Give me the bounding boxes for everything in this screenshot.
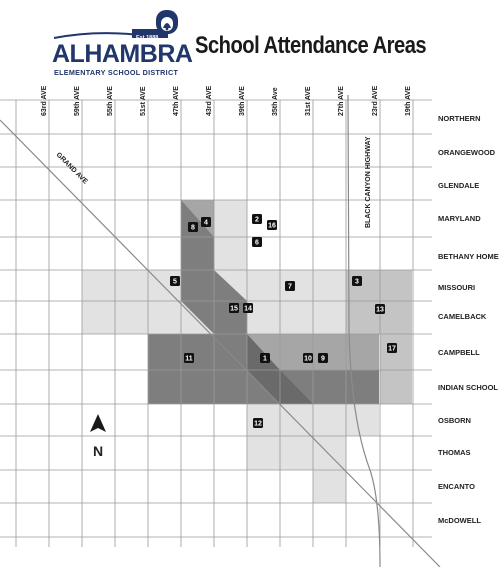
school-marker-16 (267, 220, 277, 230)
school-marker-label-3: 3 (355, 278, 359, 286)
street-label-indian-school: INDIAN SCHOOL (438, 383, 498, 392)
avenue-label-35th-ave: 35th Ave (272, 87, 279, 116)
district-logo (50, 8, 193, 80)
avenue-label-27th-ave: 27th AVE (338, 86, 345, 116)
black-canyon-label: BLACK CANYON HIGHWAY (365, 136, 372, 228)
school-marker-12 (253, 418, 263, 428)
school-marker-label-2: 2 (255, 216, 259, 224)
school-marker-label-5: 5 (173, 278, 177, 286)
region-3 (82, 270, 181, 334)
avenue-label-63rd-ave: 63rd AVE (41, 85, 48, 116)
school-marker-label-1: 1 (263, 355, 267, 363)
school-marker-6 (252, 237, 262, 247)
school-marker-label-7: 7 (288, 283, 292, 291)
school-marker-label-11: 11 (185, 355, 193, 363)
school-marker-14 (243, 303, 253, 313)
region-12 (313, 470, 346, 503)
school-marker-1 (260, 353, 270, 363)
north-arrow-icon (90, 414, 106, 459)
street-label-orangewood: ORANGEWOOD (438, 148, 496, 157)
street-label-northern: NORTHERN (438, 114, 481, 123)
avenue-label-59th-ave: 59th AVE (74, 86, 81, 116)
street-label-encanto: ENCANTO (438, 482, 475, 491)
school-marker-label-13: 13 (376, 306, 384, 314)
school-marker-4 (201, 217, 211, 227)
region-2 (214, 200, 247, 270)
school-marker-label-6: 6 (255, 239, 259, 247)
region-11 (247, 436, 346, 470)
attendance-map (0, 84, 500, 567)
page-title: School Attendance Areas (195, 32, 427, 59)
school-marker-5 (170, 276, 180, 286)
avenue-label-43rd-ave: 43rd AVE (206, 85, 213, 116)
logo-subtitle: ELEMENTARY SCHOOL DISTRICT (54, 68, 179, 77)
street-label-camelback: CAMELBACK (438, 312, 487, 321)
street-label-osborn: OSBORN (438, 416, 471, 425)
school-marker-label-14: 14 (244, 305, 252, 313)
avenue-label-47th-ave: 47th AVE (173, 86, 180, 116)
school-marker-13 (375, 304, 385, 314)
header (0, 0, 500, 84)
avenue-label-55th-ave: 55th AVE (107, 86, 114, 116)
school-marker-11 (184, 353, 194, 363)
logo-wordmark: ALHAMBRA (52, 40, 193, 68)
street-label-maryland: MARYLAND (438, 214, 481, 223)
school-marker-label-16: 16 (268, 222, 276, 230)
school-marker-3 (352, 276, 362, 286)
school-marker-9 (318, 353, 328, 363)
avenue-label-19th-ave: 19th AVE (405, 86, 412, 116)
school-marker-8 (188, 222, 198, 232)
street-label-glendale: GLENDALE (438, 181, 480, 190)
street-label-campbell: CAMPBELL (438, 348, 480, 357)
avenue-label-39th-ave: 39th AVE (239, 86, 246, 116)
school-marker-2 (252, 214, 262, 224)
school-marker-label-15: 15 (230, 305, 238, 313)
region-6 (148, 334, 247, 404)
avenue-label-51st-ave: 51st AVE (140, 86, 147, 116)
school-marker-10 (303, 353, 313, 363)
logo-est: Est 1888 (136, 35, 159, 41)
street-label-thomas: THOMAS (438, 448, 471, 457)
school-marker-7 (285, 281, 295, 291)
school-marker-label-4: 4 (204, 219, 208, 227)
school-marker-label-12: 12 (254, 420, 262, 428)
school-marker-17 (387, 343, 397, 353)
school-marker-15 (229, 303, 239, 313)
avenue-label-31st-ave: 31st AVE (305, 86, 312, 116)
grand-ave-label: GRAND AVE (54, 151, 89, 186)
north-arrow-shape (90, 414, 106, 432)
street-labels (438, 114, 499, 525)
school-marker-label-9: 9 (321, 355, 325, 363)
school-marker-label-10: 10 (304, 355, 312, 363)
street-label-missouri: MISSOURI (438, 283, 476, 292)
avenue-labels (41, 85, 412, 116)
school-marker-label-8: 8 (191, 224, 195, 232)
street-label-bethany-home: BETHANY HOME (438, 252, 499, 261)
street-label-mcdowell: McDOWELL (438, 516, 481, 525)
north-label: N (92, 443, 104, 459)
avenue-label-23rd-ave: 23rd AVE (372, 85, 379, 116)
school-marker-label-17: 17 (388, 345, 396, 353)
